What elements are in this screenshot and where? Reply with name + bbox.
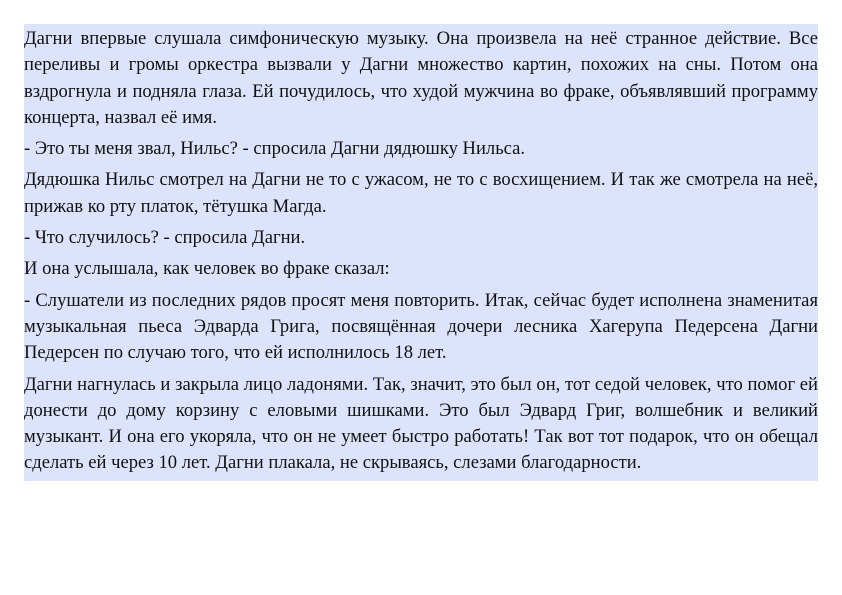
paragraph-1: Дагни впервые слушала симфоническую музыку. Она произвела на неё странное действие. Все переливы и громы оркестра вызвали у Дагни множество картин, похожих на сны. Потом она вздрогнула и подняла глаза. Ей почудилось, что худой мужчина во фраке, объявлявший программу концерта, назвал её имя. <box>24 28 818 128</box>
paragraph-3: Дядюшка Нильс смотрел на Дагни не то с ужасом, не то с восхищением. И так же смотрела на неё, прижав ко рту платок, тётушка Магда. <box>24 169 818 217</box>
paragraph-2: - Это ты меня звал, Нильс? - спросила Дагни дядюшку Нильса. <box>24 138 526 160</box>
paragraph-5: И она услышала, как человек во фраке сказал: <box>24 258 390 280</box>
paragraph-7: Дагни нагнулась и закрыла лицо ладонями. Так, значит, это был он, тот седой человек, что помог ей донести до дому корзину с еловыми шишками. Это был Эдвард Григ, волшебник и великий музыкант. И она его укоряла, что он не умеет быстро работать! Так вот тот подарок, что он обещал сделать ей через 10 лет. Дагни плакала, не скрываясь, слезами благодарности. <box>24 373 818 474</box>
paragraph-4: - Что случилось? - спросила Дагни. <box>24 227 306 249</box>
paragraph-6: - Слушатели из последних рядов просят меня повторить. Итак, сейчас будет исполнена знаменитая музыкальная пьеса Эдварда Грига, посвящённая дочери лесника Хагерупа Педерсена Дагни Педерсен по случаю того, что ей исполнилось 18 лет. <box>24 289 818 364</box>
highlighted-text-block <box>24 24 818 481</box>
